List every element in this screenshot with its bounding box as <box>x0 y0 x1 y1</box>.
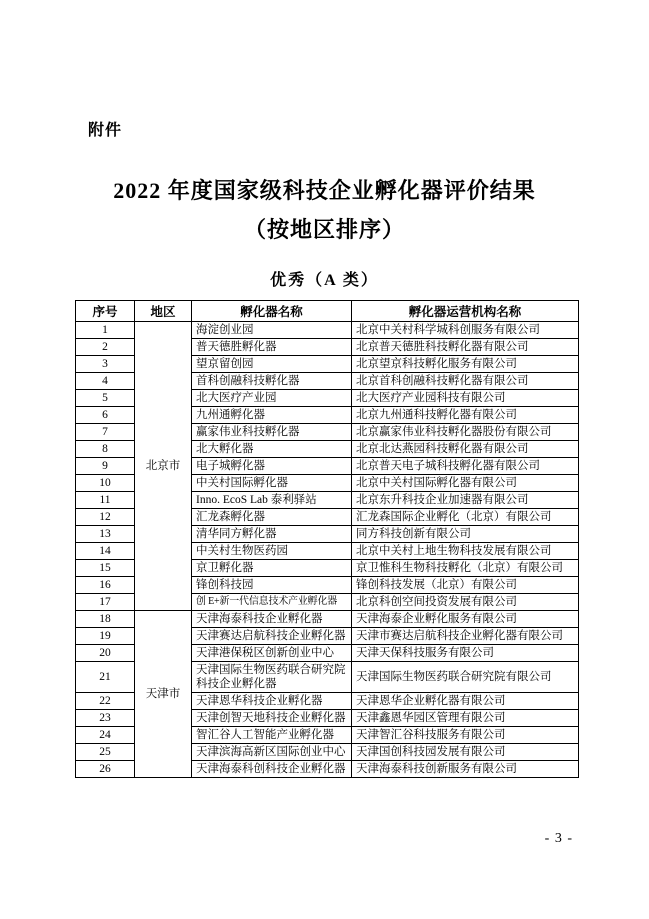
operator-name-cell: 汇龙森国际企业孵化（北京）有限公司 <box>352 509 579 526</box>
row-number-cell: 14 <box>76 543 135 560</box>
table-body <box>76 322 579 778</box>
operator-name-cell: 京卫惟科生物科技孵化（北京）有限公司 <box>352 560 579 577</box>
operator-name-cell: 北京望京科技孵化服务有限公司 <box>352 356 579 373</box>
document-title <box>0 171 649 249</box>
operator-name-cell: 天津恩华企业孵化器有限公司 <box>352 693 579 710</box>
row-number-cell: 11 <box>76 492 135 509</box>
incubator-name-cell: 北大孵化器 <box>192 441 352 458</box>
operator-name-cell: 天津国创科技园发展有限公司 <box>352 744 579 761</box>
row-number-cell: 18 <box>76 611 135 628</box>
column-header-1: 地区 <box>135 301 192 322</box>
row-number-cell: 22 <box>76 693 135 710</box>
incubator-name-cell: 锋创科技园 <box>192 577 352 594</box>
operator-name-cell: 天津鑫恩华园区管理有限公司 <box>352 710 579 727</box>
incubator-name-cell: 天津创智天地科技企业孵化器 <box>192 710 352 727</box>
incubator-name-cell: 望京留创园 <box>192 356 352 373</box>
row-number-cell: 20 <box>76 645 135 662</box>
incubator-name-cell: 九州通孵化器 <box>192 407 352 424</box>
attachment-label: 附件 <box>88 122 123 139</box>
incubator-name-cell: 中关村生物医药园 <box>192 543 352 560</box>
incubator-name-cell: 天津海泰科创科技企业孵化器 <box>192 761 352 778</box>
region-cell: 天津市 <box>135 611 192 778</box>
incubator-name-cell: 清华同方孵化器 <box>192 526 352 543</box>
page-number: - 3 - <box>544 831 573 846</box>
column-header-2: 孵化器名称 <box>192 301 352 322</box>
table-header-row <box>76 301 579 322</box>
operator-name-cell: 北京首科创融科技孵化器有限公司 <box>352 373 579 390</box>
operator-name-cell: 天津海泰企业孵化服务有限公司 <box>352 611 579 628</box>
operator-name-cell: 北京九州通科技孵化器有限公司 <box>352 407 579 424</box>
incubator-name-cell: 京卫孵化器 <box>192 560 352 577</box>
operator-name-cell: 同方科技创新有限公司 <box>352 526 579 543</box>
row-number-cell: 9 <box>76 458 135 475</box>
operator-name-cell: 天津智汇谷科技服务有限公司 <box>352 727 579 744</box>
incubator-name-cell: Inno. EcoS Lab 泰利驿站 <box>192 492 352 509</box>
operator-name-cell: 天津海泰科技创新服务有限公司 <box>352 761 579 778</box>
row-number-cell: 5 <box>76 390 135 407</box>
table-row <box>76 611 579 628</box>
operator-name-cell: 北大医疗产业园科技有限公司 <box>352 390 579 407</box>
incubator-name-cell: 智汇谷人工智能产业孵化器 <box>192 727 352 744</box>
incubator-name-cell: 天津港保税区创新创业中心 <box>192 645 352 662</box>
row-number-cell: 1 <box>76 322 135 339</box>
row-number-cell: 25 <box>76 744 135 761</box>
column-header-3: 孵化器运营机构名称 <box>352 301 579 322</box>
incubator-name-cell: 赢家伟业科技孵化器 <box>192 424 352 441</box>
incubator-name-cell: 汇龙森孵化器 <box>192 509 352 526</box>
operator-name-cell: 北京中关村上地生物科技发展有限公司 <box>352 543 579 560</box>
row-number-cell: 13 <box>76 526 135 543</box>
operator-name-cell: 北京北达燕园科技孵化器有限公司 <box>352 441 579 458</box>
operator-name-cell: 北京赢家伟业科技孵化器股份有限公司 <box>352 424 579 441</box>
row-number-cell: 23 <box>76 710 135 727</box>
incubator-name-cell: 天津滨海高新区国际创业中心 <box>192 744 352 761</box>
row-number-cell: 19 <box>76 628 135 645</box>
incubator-name-cell: 天津国际生物医药联合研究院科技企业孵化器 <box>192 662 352 693</box>
column-header-0: 序号 <box>76 301 135 322</box>
incubator-name-cell: 天津赛达启航科技企业孵化器 <box>192 628 352 645</box>
row-number-cell: 6 <box>76 407 135 424</box>
operator-name-cell: 天津天保科技服务有限公司 <box>352 645 579 662</box>
row-number-cell: 4 <box>76 373 135 390</box>
incubator-name-cell: 中关村国际孵化器 <box>192 475 352 492</box>
operator-name-cell: 北京科创空间投资发展有限公司 <box>352 594 579 611</box>
operator-name-cell: 天津市赛达启航科技企业孵化器有限公司 <box>352 628 579 645</box>
incubator-name-cell: 天津恩华科技企业孵化器 <box>192 693 352 710</box>
row-number-cell: 16 <box>76 577 135 594</box>
row-number-cell: 12 <box>76 509 135 526</box>
document-title-line2: （按地区排序） <box>243 217 405 242</box>
region-cell: 北京市 <box>135 322 192 611</box>
operator-name-cell: 北京中关村科学城科创服务有限公司 <box>352 322 579 339</box>
document-title-line1: 2022 年度国家级科技企业孵化器评价结果 <box>113 178 536 203</box>
row-number-cell: 15 <box>76 560 135 577</box>
operator-name-cell: 锋创科技发展（北京）有限公司 <box>352 577 579 594</box>
incubator-name-cell: 海淀创业园 <box>192 322 352 339</box>
row-number-cell: 8 <box>76 441 135 458</box>
row-number-cell: 24 <box>76 727 135 744</box>
row-number-cell: 17 <box>76 594 135 611</box>
operator-name-cell: 天津国际生物医药联合研究院有限公司 <box>352 662 579 693</box>
operator-name-cell: 北京普天德胜科技孵化器有限公司 <box>352 339 579 356</box>
incubator-name-cell: 天津海泰科技企业孵化器 <box>192 611 352 628</box>
row-number-cell: 10 <box>76 475 135 492</box>
operator-name-cell: 北京中关村国际孵化器有限公司 <box>352 475 579 492</box>
row-number-cell: 2 <box>76 339 135 356</box>
incubator-name-cell: 创 E+新一代信息技术产业孵化器 <box>192 594 352 611</box>
incubator-name-cell: 北大医疗产业园 <box>192 390 352 407</box>
operator-name-cell: 北京普天电子城科技孵化器有限公司 <box>352 458 579 475</box>
incubator-name-cell: 普天德胜孵化器 <box>192 339 352 356</box>
incubator-name-cell: 电子城孵化器 <box>192 458 352 475</box>
row-number-cell: 26 <box>76 761 135 778</box>
row-number-cell: 3 <box>76 356 135 373</box>
category-subtitle: 优秀（A 类） <box>270 272 379 289</box>
row-number-cell: 7 <box>76 424 135 441</box>
table-row <box>76 322 579 339</box>
operator-name-cell: 北京东升科技企业加速器有限公司 <box>352 492 579 509</box>
row-number-cell: 21 <box>76 662 135 693</box>
evaluation-result-table <box>75 300 579 778</box>
incubator-name-cell: 首科创融科技孵化器 <box>192 373 352 390</box>
